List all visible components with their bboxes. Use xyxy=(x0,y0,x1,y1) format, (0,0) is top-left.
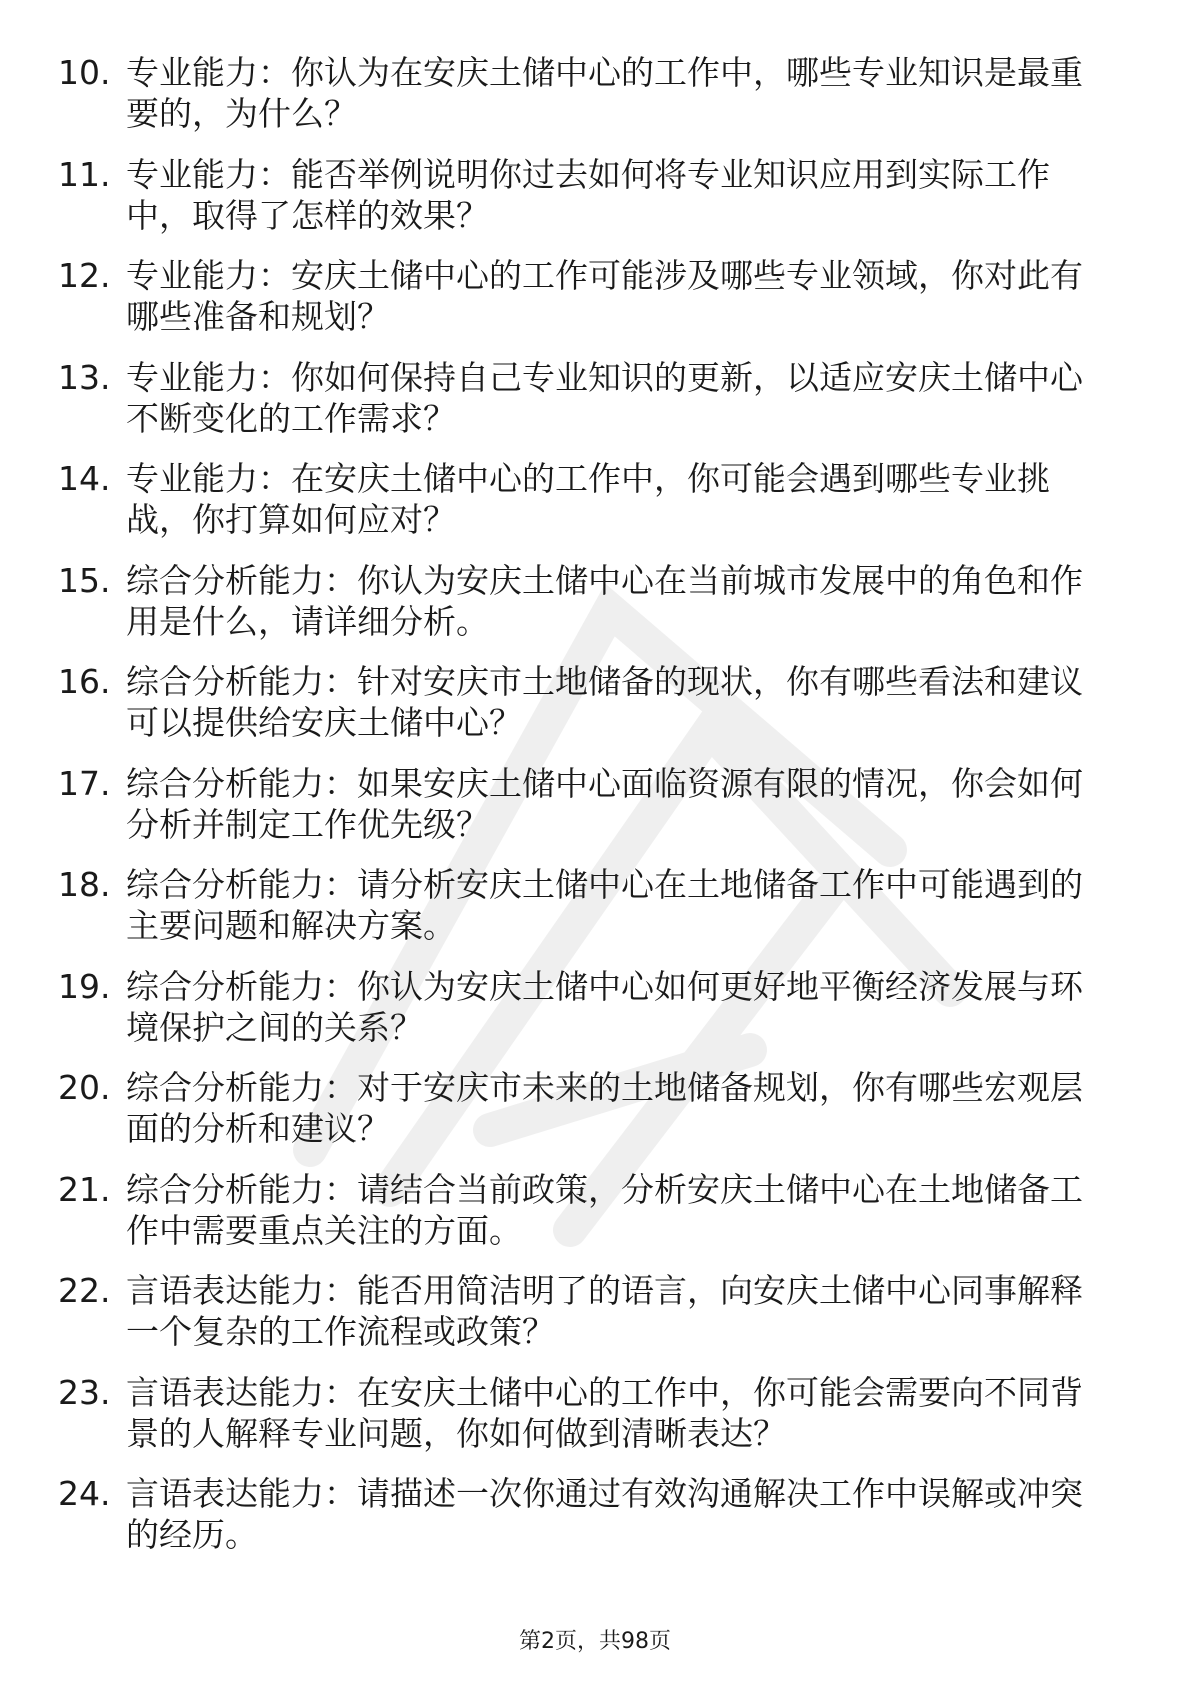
question-number: 11. xyxy=(58,154,111,194)
question-text: 综合分析能力：针对安庆市土地储备的现状，你有哪些看法和建议可以提供给安庆土储中心？ xyxy=(126,662,1083,742)
question-item xyxy=(58,1270,1108,1372)
question-item xyxy=(58,255,1108,357)
question-item xyxy=(58,154,1108,256)
question-list xyxy=(58,52,1108,1575)
question-number: 18. xyxy=(58,865,111,904)
question-number: 22. xyxy=(58,1271,111,1310)
question-text: 言语表达能力：请描述一次你通过有效沟通解决工作中误解或冲突的经历。 xyxy=(126,1474,1083,1554)
question-text: 综合分析能力：如果安庆土储中心面临资源有限的情况，你会如何分析并制定工作优先级？ xyxy=(126,763,1083,844)
question-text: 专业能力：安庆土储中心的工作可能涉及哪些专业领域，你对此有哪些准备和规划？ xyxy=(126,256,1083,336)
question-number: 10. xyxy=(58,53,111,92)
question-number: 12. xyxy=(58,256,111,295)
question-text: 专业能力：能否举例说明你过去如何将专业知识应用到实际工作中，取得了怎样的效果？ xyxy=(126,154,1050,235)
question-number: 23. xyxy=(58,1372,111,1412)
question-number: 21. xyxy=(58,1169,111,1209)
question-item xyxy=(58,560,1108,662)
question-number: 17. xyxy=(58,763,111,803)
question-item xyxy=(58,357,1108,459)
question-item xyxy=(58,864,1108,966)
question-item xyxy=(58,966,1108,1068)
question-item xyxy=(58,661,1108,763)
question-text: 综合分析能力：你认为安庆土储中心在当前城市发展中的角色和作用是什么，请详细分析。 xyxy=(126,560,1083,641)
question-number: 20. xyxy=(58,1068,111,1107)
question-item xyxy=(58,52,1108,154)
question-item xyxy=(58,1372,1108,1474)
question-number: 14. xyxy=(58,459,111,498)
question-item xyxy=(58,1169,1108,1271)
question-number: 15. xyxy=(58,560,111,600)
question-text: 言语表达能力：在安庆土储中心的工作中，你可能会需要向不同背景的人解释专业问题，你如何做到清晰表达？ xyxy=(126,1372,1083,1453)
question-text: 专业能力：在安庆土储中心的工作中，你可能会遇到哪些专业挑战，你打算如何应对？ xyxy=(126,459,1050,539)
question-item xyxy=(58,1067,1108,1169)
question-text: 专业能力：你如何保持自己专业知识的更新，以适应安庆土储中心不断变化的工作需求？ xyxy=(126,357,1083,438)
question-number: 13. xyxy=(58,357,111,397)
question-item xyxy=(58,763,1108,865)
question-item xyxy=(58,1473,1108,1575)
question-text: 综合分析能力：你认为安庆土储中心如何更好地平衡经济发展与环境保护之间的关系？ xyxy=(126,966,1083,1047)
question-number: 16. xyxy=(58,662,111,701)
question-item xyxy=(58,458,1108,560)
question-text: 言语表达能力：能否用简洁明了的语言，向安庆土储中心同事解释一个复杂的工作流程或政策？ xyxy=(126,1271,1083,1351)
question-text: 综合分析能力：请结合当前政策，分析安庆土储中心在土地储备工作中需要重点关注的方面。 xyxy=(126,1169,1083,1250)
question-text: 综合分析能力：对于安庆市未来的土地储备规划，你有哪些宏观层面的分析和建议？ xyxy=(126,1068,1083,1148)
question-number: 19. xyxy=(58,966,111,1006)
question-text: 专业能力：你认为在安庆土储中心的工作中，哪些专业知识是最重要的，为什么？ xyxy=(126,53,1083,133)
page-footer: 第2页，共98页 xyxy=(519,1629,671,1654)
question-number: 24. xyxy=(58,1474,111,1513)
question-text: 综合分析能力：请分析安庆土储中心在土地储备工作中可能遇到的主要问题和解决方案。 xyxy=(126,865,1083,945)
